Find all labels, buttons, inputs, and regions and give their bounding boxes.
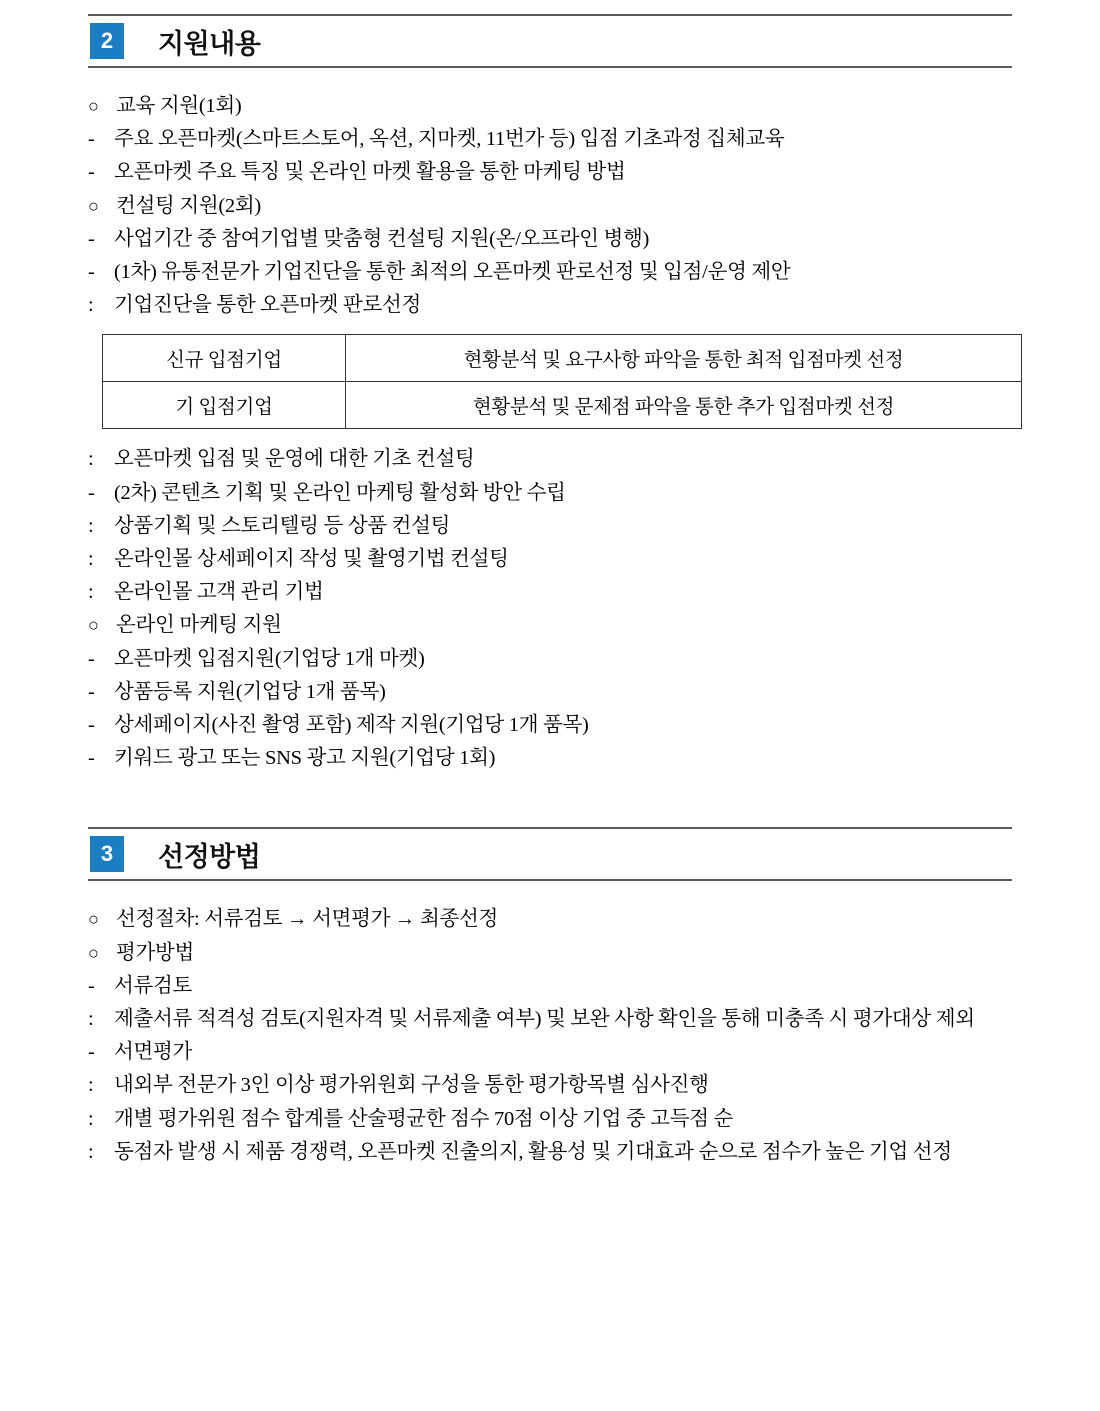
list-item-text: (2차) 콘텐츠 기획 및 온라인 마케팅 활성화 방안 수립	[114, 481, 566, 504]
section-item-list-continued	[88, 443, 1012, 775]
section-item-list	[88, 903, 1012, 1169]
bullet-circle-icon: ○	[88, 942, 99, 963]
list-item	[88, 223, 1012, 256]
bullet-dash-icon: -	[88, 1041, 95, 1064]
list-item-text: 선정절차: 서류검토 → 서면평가 → 최종선정	[116, 908, 498, 931]
list-item-text: 상세페이지(사진 촬영 포함) 제작 지원(기업당 1개 품목)	[114, 714, 589, 737]
bullet-colon-icon: :	[88, 1074, 94, 1097]
bullet-circle-icon: ○	[88, 195, 99, 216]
bullet-colon-icon: :	[88, 448, 94, 471]
list-item-text: 오픈마켓 입점 및 운영에 대한 기초 컨설팅	[114, 448, 475, 471]
list-item	[88, 543, 1012, 576]
section-number-badge: 3	[90, 836, 124, 872]
list-item-text: 내외부 전문가 3인 이상 평가위원회 구성을 통한 평가항목별 심사진행	[114, 1074, 709, 1097]
bullet-circle-icon: ○	[88, 909, 99, 930]
list-item	[88, 289, 1012, 322]
list-item	[88, 742, 1012, 775]
bullet-dash-icon: -	[88, 161, 95, 184]
list-item-text: 컨설팅 지원(2회)	[116, 194, 261, 217]
list-item	[88, 1036, 1012, 1069]
list-item-text: 서류검토	[114, 974, 193, 997]
bullet-dash-icon: -	[88, 714, 95, 737]
bullet-dash-icon: -	[88, 227, 95, 250]
list-item	[88, 970, 1012, 1003]
section-support-details	[88, 14, 1012, 775]
bullet-dash-icon: -	[88, 974, 95, 997]
list-item-text: 온라인 마케팅 지원	[116, 614, 282, 637]
section-header	[88, 14, 1012, 68]
list-item	[88, 709, 1012, 742]
table-cell-description: 현황분석 및 문제점 파악을 통한 추가 입점마켓 선정	[346, 382, 1022, 429]
section-title: 지원내용	[158, 28, 261, 59]
list-item-text: 교육 지원(1회)	[116, 95, 242, 117]
list-item	[88, 510, 1012, 543]
list-item-text: 평가방법	[116, 941, 195, 964]
list-item	[88, 90, 1012, 123]
list-item-text: 개별 평가위원 점수 합계를 산술평균한 점수 70점 이상 기업 중 고득점 순	[114, 1107, 734, 1130]
bullet-dash-icon: -	[88, 680, 95, 703]
list-item	[88, 156, 1012, 189]
table-row	[103, 335, 1022, 382]
list-item	[88, 609, 1012, 642]
list-item-text: 오픈마켓 주요 특징 및 온라인 마켓 활용을 통한 마케팅 방법	[114, 161, 626, 184]
list-item	[88, 1069, 1012, 1102]
list-item	[88, 576, 1012, 609]
list-item-text: 온라인몰 상세페이지 작성 및 촬영기법 컨설팅	[114, 548, 509, 571]
table-cell-category: 신규 입점기업	[103, 335, 346, 382]
section-title: 선정방법	[158, 841, 261, 872]
list-item	[88, 643, 1012, 676]
bullet-dash-icon: -	[88, 128, 95, 151]
section-item-list	[88, 90, 1012, 322]
entry-market-table	[102, 334, 1022, 429]
bullet-colon-icon: :	[88, 1107, 94, 1130]
list-item-text: 서면평가	[114, 1041, 193, 1064]
list-item	[88, 190, 1012, 223]
table-cell-description: 현황분석 및 요구사항 파악을 통한 최적 입점마켓 선정	[346, 335, 1022, 382]
bullet-colon-icon: :	[88, 1008, 94, 1031]
bullet-circle-icon: ○	[88, 96, 99, 116]
table-cell-category: 기 입점기업	[103, 382, 346, 429]
list-item-text: 동점자 발생 시 제품 경쟁력, 오픈마켓 진출의지, 활용성 및 기대효과 순으로 점수가 높은 기업 선정	[114, 1140, 952, 1163]
bullet-circle-icon: ○	[88, 615, 99, 636]
list-item-text: 상품등록 지원(기업당 1개 품목)	[114, 680, 386, 703]
list-item	[88, 903, 1012, 936]
list-item	[88, 1136, 1012, 1169]
list-item-text: 주요 오픈마켓(스마트스토어, 옥션, 지마켓, 11번가 등) 입점 기초과정 집체교육	[114, 128, 785, 151]
section-header	[88, 827, 1012, 881]
list-item-text: 상품기획 및 스토리텔링 등 상품 컨설팅	[114, 514, 451, 537]
bullet-dash-icon: -	[88, 261, 95, 284]
bullet-dash-icon: -	[88, 481, 95, 504]
bullet-dash-icon: -	[88, 647, 95, 670]
bullet-colon-icon: :	[88, 548, 94, 571]
list-item	[88, 676, 1012, 709]
bullet-colon-icon: :	[88, 294, 94, 317]
section-selection-method	[88, 827, 1012, 1169]
bullet-colon-icon: :	[88, 1140, 94, 1163]
list-item-text: 오픈마켓 입점지원(기업당 1개 마켓)	[114, 647, 425, 670]
list-item-text: 제출서류 적격성 검토(지원자격 및 서류제출 여부) 및 보완 사항 확인을 통해 미충족 시 평가대상 제외	[114, 1008, 975, 1031]
bullet-colon-icon: :	[88, 514, 94, 537]
list-item-text: 키워드 광고 또는 SNS 광고 지원(기업당 1회)	[114, 747, 496, 770]
bullet-dash-icon: -	[88, 747, 95, 770]
list-item	[88, 443, 1012, 476]
bullet-colon-icon: :	[88, 581, 94, 604]
list-item	[88, 1103, 1012, 1136]
list-item	[88, 477, 1012, 510]
list-item	[88, 123, 1012, 156]
list-item-text: 온라인몰 고객 관리 기법	[114, 581, 324, 604]
list-item-text: (1차) 유통전문가 기업진단을 통한 최적의 오픈마켓 판로선정 및 입점/운영 제안	[114, 261, 791, 284]
list-item	[88, 256, 1012, 289]
list-item	[88, 1003, 1012, 1036]
list-item-text: 사업기간 중 참여기업별 맞춤형 컨설팅 지원(온/오프라인 병행)	[114, 227, 649, 250]
list-item-text: 기업진단을 통한 오픈마켓 판로선정	[114, 294, 422, 317]
table-row	[103, 382, 1022, 429]
section-number-badge: 2	[90, 23, 124, 59]
list-item	[88, 937, 1012, 970]
